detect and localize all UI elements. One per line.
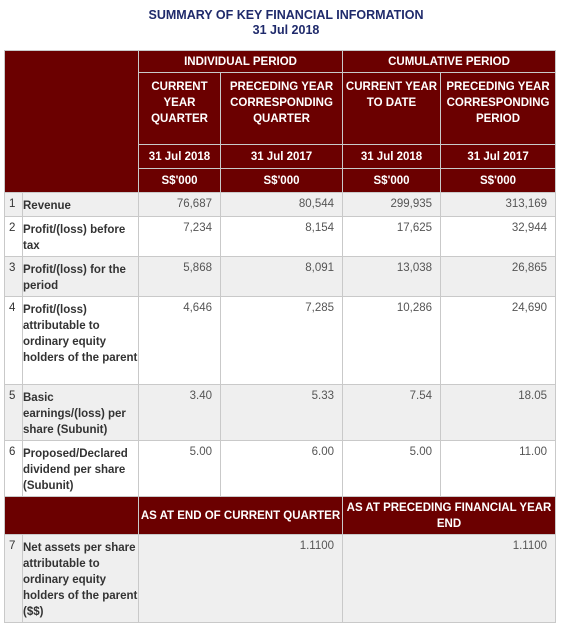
row-value: 26,865 — [441, 257, 556, 297]
row-value: 5.00 — [343, 441, 441, 497]
col-preceding-year-period: PRECEDING YEAR CORRESPONDING PERIOD — [441, 73, 556, 145]
row-value: 11.00 — [441, 441, 556, 497]
row-value: 32,944 — [441, 217, 556, 257]
date-col-4: 31 Jul 2017 — [441, 145, 556, 169]
col-preceding-year-quarter: PRECEDING YEAR CORRESPONDING QUARTER — [221, 73, 343, 145]
row-label: Profit/(loss) for the period — [23, 257, 139, 297]
row-value: 5,868 — [139, 257, 221, 297]
row-value: 7,285 — [221, 297, 343, 385]
row-label: Profit/(loss) attributable to ordinary equity holders of the parent — [23, 297, 139, 385]
row-value: 5.33 — [221, 385, 343, 441]
date-col-2: 31 Jul 2017 — [221, 145, 343, 169]
row-value: 24,690 — [441, 297, 556, 385]
row-value: 3.40 — [139, 385, 221, 441]
row-value: 80,544 — [221, 193, 343, 217]
row-number: 2 — [5, 217, 23, 257]
row-number: 1 — [5, 193, 23, 217]
net-assets-preceding-value: 1.1100 — [343, 535, 556, 623]
row-value: 8,091 — [221, 257, 343, 297]
table-row — [5, 441, 556, 497]
row-number: 5 — [5, 385, 23, 441]
row-value: 10,286 — [343, 297, 441, 385]
net-assets-header-preceding: AS AT PRECEDING FINANCIAL YEAR END — [343, 497, 556, 535]
row-value: 76,687 — [139, 193, 221, 217]
report-date: 31 Jul 2018 — [252, 23, 320, 37]
row-value: 5.00 — [139, 441, 221, 497]
table-row — [5, 385, 556, 441]
financial-summary-table — [4, 50, 556, 623]
row-value: 17,625 — [343, 217, 441, 257]
table-row — [5, 297, 556, 385]
table-row — [5, 217, 556, 257]
unit-col-3: S$'000 — [343, 169, 441, 193]
row-value: 13,038 — [343, 257, 441, 297]
row-label: Revenue — [23, 193, 139, 217]
row-label: Basic earnings/(loss) per share (Subunit) — [23, 385, 139, 441]
row-value: 7,234 — [139, 217, 221, 257]
report-title: SUMMARY OF KEY FINANCIAL INFORMATION — [148, 8, 424, 22]
row-value: 6.00 — [221, 441, 343, 497]
unit-col-2: S$'000 — [221, 169, 343, 193]
unit-col-1: S$'000 — [139, 169, 221, 193]
table-row — [5, 535, 556, 623]
table-row — [5, 257, 556, 297]
group-cumulative-period: CUMULATIVE PERIOD — [343, 51, 556, 73]
net-assets-current-value: 1.1100 — [139, 535, 343, 623]
row-value: 4,646 — [139, 297, 221, 385]
row-value: 299,935 — [343, 193, 441, 217]
date-col-1: 31 Jul 2018 — [139, 145, 221, 169]
row-number: 6 — [5, 441, 23, 497]
col-current-year-quarter: CURRENT YEAR QUARTER — [139, 73, 221, 145]
unit-col-4: S$'000 — [441, 169, 556, 193]
row-label: Proposed/Declared dividend per share (Subunit) — [23, 441, 139, 497]
net-assets-header-blank — [5, 497, 139, 535]
row-value: 7.54 — [343, 385, 441, 441]
col-current-year-to-date: CURRENT YEAR TO DATE — [343, 73, 441, 145]
row-value: 313,169 — [441, 193, 556, 217]
row-label: Net assets per share attributable to ordinary equity holders of the parent ($$) — [23, 535, 139, 623]
row-value: 18.05 — [441, 385, 556, 441]
header-blank-cell — [5, 51, 139, 193]
row-number: 7 — [5, 535, 23, 623]
net-assets-header-current: AS AT END OF CURRENT QUARTER — [139, 497, 343, 535]
table-row — [5, 193, 556, 217]
row-number: 4 — [5, 297, 23, 385]
row-number: 3 — [5, 257, 23, 297]
row-label: Profit/(loss) before tax — [23, 217, 139, 257]
date-col-3: 31 Jul 2018 — [343, 145, 441, 169]
group-individual-period: INDIVIDUAL PERIOD — [139, 51, 343, 73]
row-value: 8,154 — [221, 217, 343, 257]
